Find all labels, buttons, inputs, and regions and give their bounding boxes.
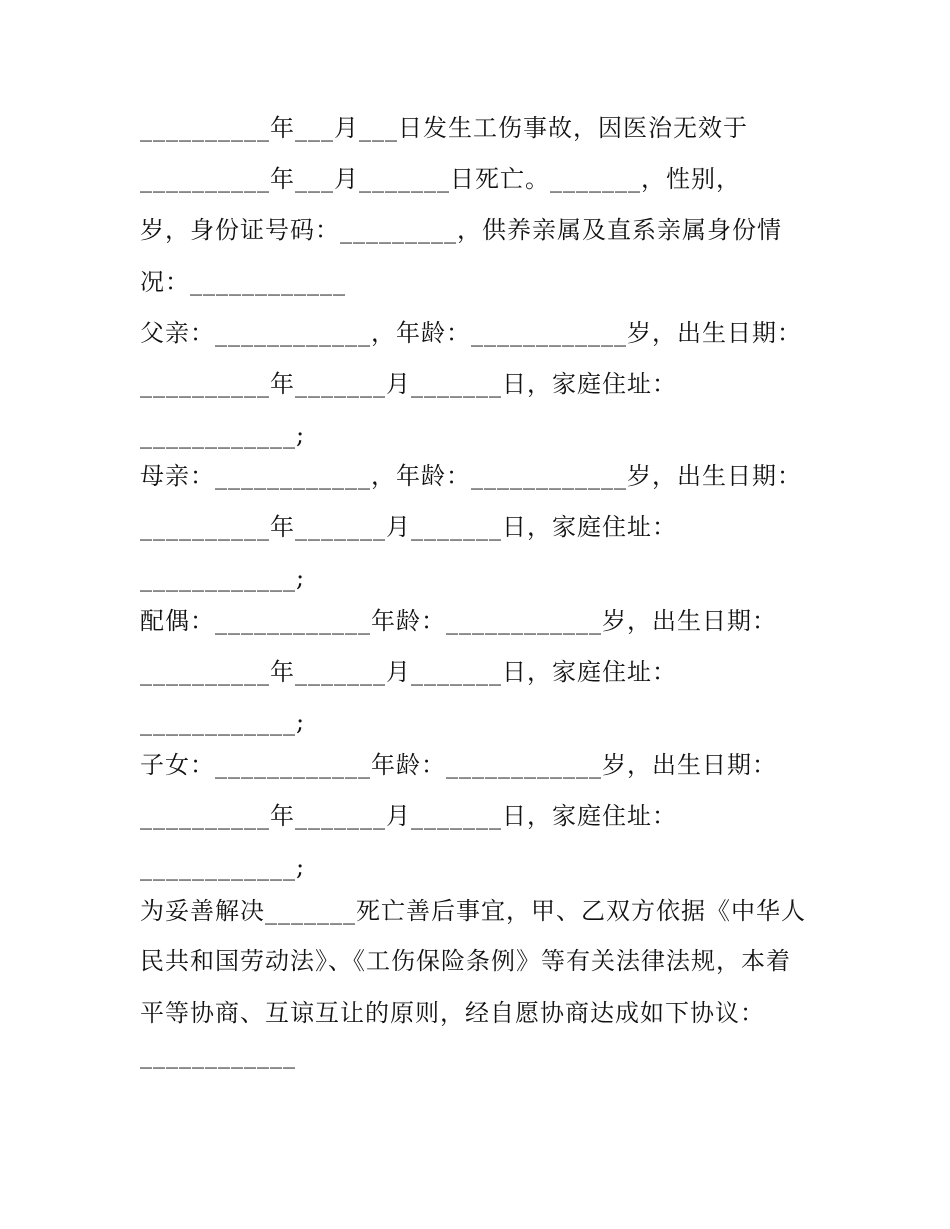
text-line-legal-basis: 民共和国劳动法》、《工伤保险条例》等有关法律法规，本着: [140, 947, 791, 975]
text-line-id-number: 岁，身份证号码：_________，供养亲属及直系亲属身份情: [140, 216, 782, 244]
text-line-father-birth-address: __________年_______月_______日，家庭住址：: [140, 370, 677, 398]
text-line-child: 子女：____________年龄：____________岁，出生日期：: [140, 751, 777, 779]
text-line-spouse-address-blank: ____________;: [140, 708, 306, 736]
text-line-relatives-situation: 况：____________: [140, 268, 346, 296]
text-line-mother: 母亲：____________，年龄：____________岁，出生日期：: [140, 462, 802, 490]
text-line-mother-address-blank: ____________;: [140, 564, 306, 592]
text-line-final-blank: ____________: [140, 1041, 296, 1069]
text-line-child-address-blank: ____________;: [140, 853, 306, 881]
text-line-mother-birth-address: __________年_______月_______日，家庭住址：: [140, 513, 677, 541]
text-line-father: 父亲：____________，年龄：____________岁，出生日期：: [140, 319, 802, 347]
text-line-child-birth-address: __________年_______月_______日，家庭住址：: [140, 802, 677, 830]
text-line-spouse-birth-address: __________年_______月_______日，家庭住址：: [140, 658, 677, 686]
text-line-spouse: 配偶：____________年龄：____________岁，出生日期：: [140, 607, 777, 635]
text-line-injury-date: __________年___月___日发生工伤事故，因医治无效于: [140, 114, 748, 142]
text-line-father-address-blank: ____________;: [140, 421, 306, 449]
text-line-purpose: 为妥善解决_______死亡善后事宜，甲、乙双方依据《中华人: [140, 897, 806, 925]
text-line-principle: 平等协商、互谅互让的原则，经自愿协商达成如下协议：: [140, 999, 765, 1027]
text-line-death-date: __________年___月_______日死亡。_______，性别，: [140, 165, 741, 193]
